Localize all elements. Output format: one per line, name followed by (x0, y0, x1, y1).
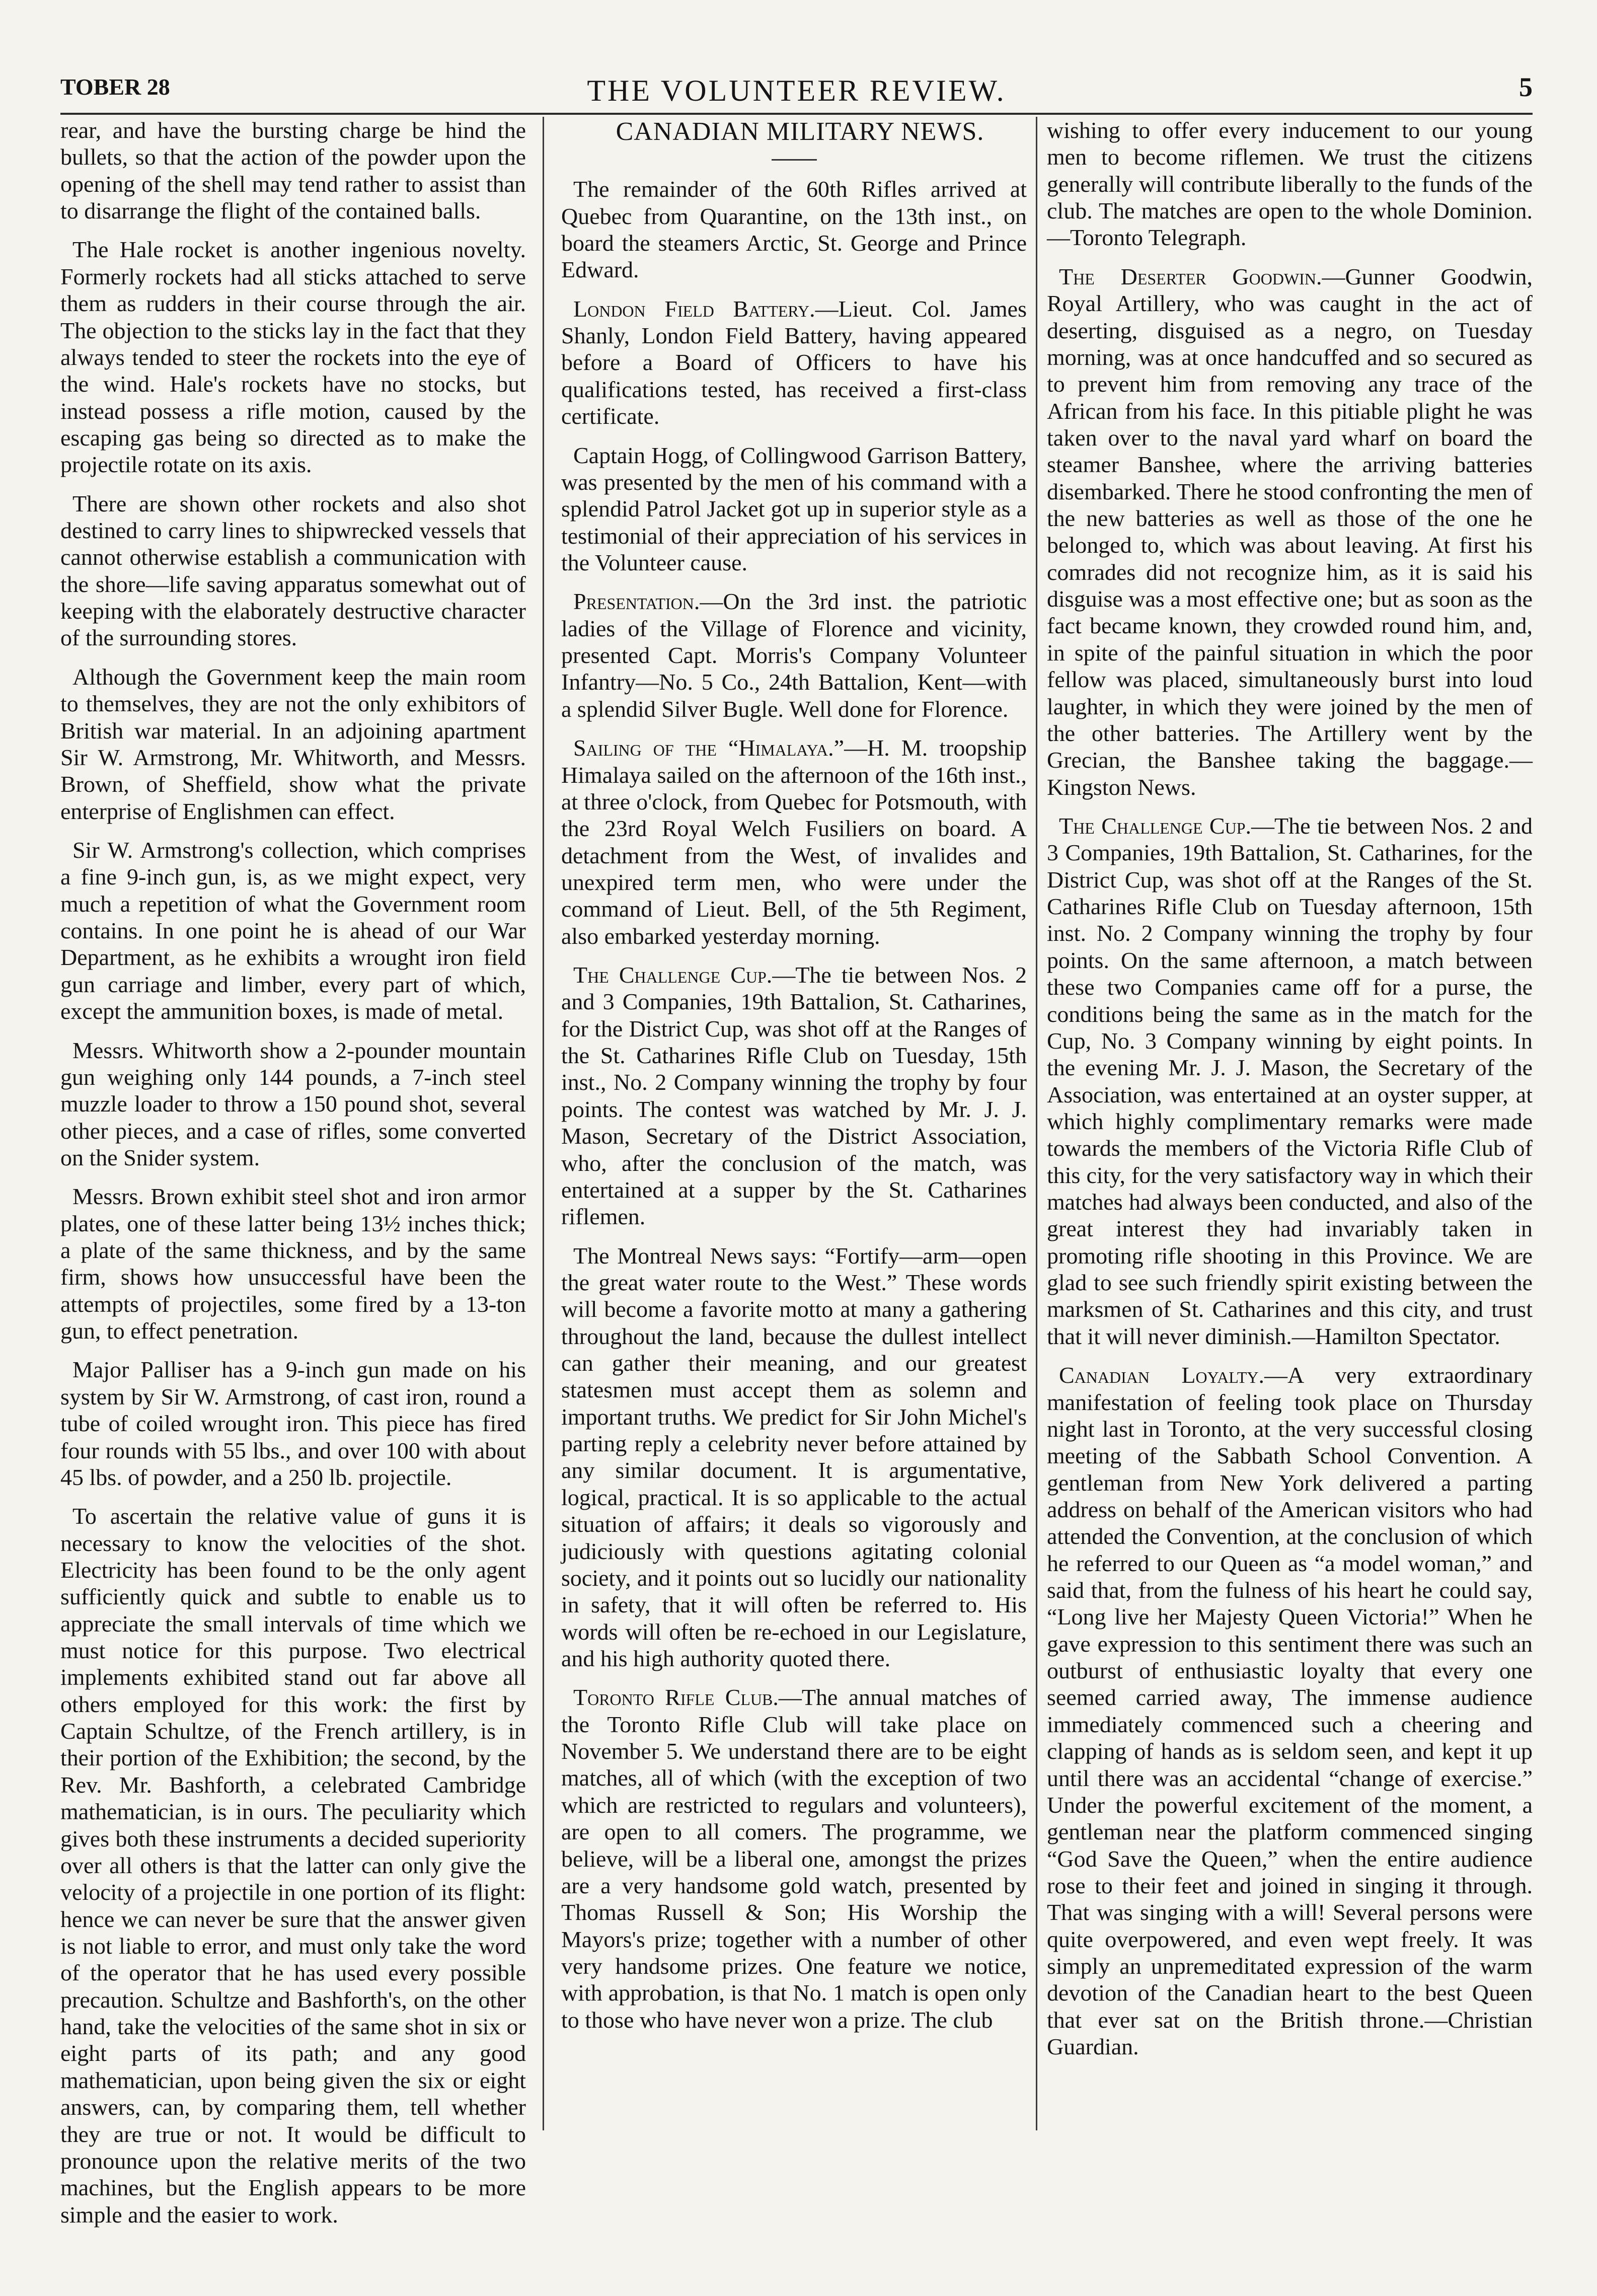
article-body: —The annual matches of the Toronto Rifle Club will take place on November 5. We understand there are to be eight matches, all of which (with the exception of two which are restricted to regulars and volunteers), are open to all comers. The programme, we believe, will be a liberal one, amongst the prizes are a very handsome gold watch, presented by Thomas Russell & Son; His Worship the Mayors's prize; together with a number of other very handsome prizes. One feature we notice, with approbation, is that No. 1 match is open only to those who have never won a prize. The club (561, 1684, 1027, 2033)
column-3 (1047, 117, 1533, 2211)
page-number: 5 (1519, 72, 1533, 102)
article (561, 961, 1027, 1230)
paragraph: Sir W. Armstrong's collection, which comprises a fine 9-inch gun, is, as we might expect, very much a repetition of what the Government room contains. In one point he is ahead of our War Department, as he exhibits a wrought iron field gun carriage and limber, every part of which, except the ammunition boxes, is made of metal. (60, 837, 526, 1024)
paragraph: Messrs. Whitworth show a 2-pounder mountain gun weighing only 144 pounds, a 7-inch steel muzzle loader to throw a 150 pound shot, several other pieces, and a case of rifles, some converted on the Snider system. (60, 1037, 526, 1170)
article-heading: Sailing of the “Himalaya.” (573, 735, 845, 761)
article (1047, 1362, 1533, 2060)
article-body: —H. M. troopship Himalaya sailed on the afternoon of the 16th inst., at three o'clock, from Quebec for Potsmouth, with the 23rd Royal Welch Fusiliers on board. A detachment from the West, of invalides and unexpired term men, who were under the command of Lieut. Bell, of the 5th Regiment, also embarked yesterday morning. (561, 735, 1027, 949)
article-heading: Toronto Rifle Club. (573, 1684, 779, 1711)
article-heading: The Challenge Cup. (1059, 812, 1252, 839)
article (561, 588, 1027, 722)
article-body: —The tie between Nos. 2 and 3 Companies, 19th Battalion, St. Catharines, for the District Cup, was shot off at the Ranges of the St. Catharines Rifle Club on Tuesday, 15th inst., No. 2 Company winning the trophy by four points. The contest was watched by Mr. J. J. Mason, Secretary of the District Association, who, after the conclusion of the match, was entertained at a supper by the St. Catharines riflemen. (561, 962, 1027, 1230)
heading-rule (772, 159, 817, 161)
paragraph: The remainder of the 60th Rifles arrived at Quebec from Quarantine, on the 13th inst., on board the steamers Arctic, St. George and Prince Edward. (561, 176, 1027, 283)
article-body: —On the 3rd inst. the patriotic ladies of the Village of Florence and vicinity, presented Capt. Morris's Company Volunteer Infantry—No. 5 Co., 24th Battalion, Kent—with a splendid Silver Bugle. Well done for Florence. (561, 588, 1027, 722)
page-header (60, 69, 1533, 115)
article-heading: Presentation. (573, 588, 700, 615)
article-heading: London Field Battery. (573, 295, 815, 322)
paragraph: There are shown other rockets and also shot destined to carry lines to shipwrecked vessels that cannot otherwise establish a communication with the shore—life saving apparatus somewhat out of keeping with the elaborately destructive character of the surrounding stores. (60, 490, 526, 651)
paragraph: To ascertain the relative value of guns it is necessary to know the velocities of the shot. Electricity has been found to be the only agent sufficiently quick and subtle to enable us to appreciate the small intervals of time which we must notice for this purpose. Two electrical implements exhibited stand out far above all others employed for this work: the first by Captain Schultze, of the French artillery, is in their portion of the Exhibition; the second, by the Rev. Mr. Bashforth, a celebrated Cambridge mathematician, is in ours. The peculiarity which gives both these instruments a decided superiority over all others is that the latter can only give the velocity of a projectile in one portion of its flight: hence we can never be sure that the answer given is not liable to error, and must only take the word of the operator that he has used every possible precaution. Schultze and Bashforth's, on the other hand, take the velocities of the same shot in six or eight parts of its path; and any good mathematician, upon being given the six or eight answers, can, by comparing them, tell whether they are true or not. It would be difficult to pronounce upon the relative merits of the two machines, but the English appears to be more simple and the easier to work. (60, 1503, 526, 2228)
paragraph: wishing to offer every inducement to our young men to become riflemen. We trust the citizens generally will contribute liberally to the funds of the club. The matches are open to the whole Dominion.—Toronto Telegraph. (1047, 117, 1533, 251)
article (561, 734, 1027, 949)
column-rule (543, 117, 544, 2130)
article-heading: Canadian Loyalty. (1059, 1362, 1265, 1388)
article (1047, 812, 1533, 1350)
column-2 (561, 117, 1027, 2211)
paragraph: Messrs. Brown exhibit steel shot and iron armor plates, one of these latter being 13½ inches thick; a plate of the same thickness, and by the same firm, shows how unsuccessful have been the attempts of projectiles, some fired by a 13-ton gun, to effect penetration. (60, 1183, 526, 1344)
paragraph: The Montreal News says: “Fortify—arm—open the great water route to the West.” These words will become a favorite motto at many a gathering throughout the land, because the dullest intellect can gather their meaning, and our greatest statesmen must accept them as solemn and important truths. We predict for Sir John Michel's parting reply a celebrity never before attained by any similar document. It is argumentative, logical, practical. It is so applicable to the actual situation of affairs; it deals so vigorously and judiciously with questions agitating colonial society, and it points out so lucidly our nationality in safety, that it will often be referred to. His words will often be re-echoed in our Legislature, and his high authority quoted there. (561, 1242, 1027, 1671)
article-body: —Gunner Goodwin, Royal Artillery, who was caught in the act of deserting, disguised as a negro, on Tuesday morning, was at once handcuffed and so secured as to prevent him from removing any trace of the African from his face. In this pitiable plight he was taken over to the naval yard wharf on board the steamer Banshee, where the arriving batteries disembarked. There he stood confronting the men of the new batteries as well as those of the one he belonged to, which was about leaving. At first his comrades did not recognize him, as it is said his disguise was a most effective one; but as soon as the fact became known, they crowded round him, and, in spite of the painful situation in which the poor fellow was placed, simultaneously burst into loud laughter, in which they were joined by the men of the other batteries. The Artillery went by the Grecian, the Banshee taking the baggage.—Kingston News. (1047, 263, 1533, 800)
paragraph: The Hale rocket is another ingenious novelty. Formerly rockets had all sticks attached to serve them as rudders in their course through the air. The objection to the sticks lay in the fact that they always tended to steer the rockets into the eye of the wind. Hale's rockets have no stocks, but instead possess a rifle motion, caused by the escaping gas being so directed as to make the projectile rotate on its axis. (60, 237, 526, 478)
issue-date: TOBER 28 (60, 74, 170, 100)
article-body: —A very extraordinary manifestation of feeling took place on Thursday night last in Toronto, at the very successful closing meeting of the Sabbath School Convention. A gentleman from New York delivered a parting address on behalf of the American visitors who had attended the Convention, at the conclusion of which he referred to our Queen as “a model woman,” and said that, from the fulness of his heart he could say, “Long live her Majesty Queen Victoria!” When he gave expression to this sentiment there was such an outburst of enthusiastic loyalty that every one seemed carried away, The immense audience immediately commenced such a cheering and clapping of hands as is seldom seen, and kept it up until there was an accidental “change of exercise.” Under the powerful excitement of the moment, a gentleman near the platform commenced singing “God Save the Queen,” when the entire audience rose to their feet and joined in singing it through. That was singing with a will! Several persons were quite overpowered, and even wept freely. It was simply an unpremeditated expression of the warm devotion of the Canadian heart to the best Queen that ever sat on the British throne.—Christian Guardian. (1047, 1362, 1533, 2060)
article-heading: The Deserter Goodwin. (1059, 263, 1322, 289)
article-body: —The tie between Nos. 2 and 3 Companies, 19th Battalion, St. Catharines, for the District Cup, was shot off at the Ranges of the St. Catharines Rifle Club on Tuesday afternoon, 15th inst. No. 2 Company winning the trophy by four points. On the same afternoon, a match between these two Companies came off for a purse, the conditions being the same as in the match for the Cup, No. 3 Company winning by eight points. In the evening Mr. J. J. Mason, the Secretary of the Association, was entertained at an oyster supper, at which highly complimentary remarks were made towards the members of the Victoria Rifle Club of this city, for the very satisfactory way in which their matches had always been conducted, and also of the great interest they had invariably taken in promoting rifle shooting in this Province. We are glad to see such friendly spirit existing between the marksmen of St. Catharines and this city, and trust that it will never diminish.—Hamilton Spectator. (1047, 812, 1533, 1349)
newspaper-title: THE VOLUNTEER REVIEW. (587, 74, 1006, 107)
article (1047, 263, 1533, 800)
article-body: —Lieut. Col. James Shanly, London Field Battery, having appeared before a Board of Officers to have his qualifications tested, has received a first-class certificate. (561, 295, 1027, 429)
column-rule (1036, 117, 1037, 2130)
paragraph: Captain Hogg, of Collingwood Garrison Battery, was presented by the men of his command with a splendid Patrol Jacket got up in superior style as a testimonial of their appreciation of his services in the Volunteer cause. (561, 442, 1027, 575)
article (561, 295, 1027, 430)
paragraph: Although the Government keep the main room to themselves, they are not the only exhibitors of British war material. In an adjoining apartment Sir W. Armstrong, Mr. Whitworth, and Messrs. Brown, of Sheffield, show what the private enterprise of Englishmen can effect. (60, 663, 526, 824)
column-1 (60, 117, 526, 2228)
article (561, 1684, 1027, 2033)
article-heading: The Challenge Cup. (573, 962, 773, 988)
section-heading: CANADIAN MILITARY NEWS. (616, 117, 984, 146)
paragraph: rear, and have the bursting charge be hind the bullets, so that the action of the powder upon the opening of the shell may tend rather to assist than to disarrange the flight of the contained balls. (60, 117, 526, 224)
paragraph: Major Palliser has a 9-inch gun made on his system by Sir W. Armstrong, of cast iron, round a tube of coiled wrought iron. This piece has fired four rounds with 55 lbs., and over 100 with about 45 lbs. of powder, and a 250 lb. projectile. (60, 1357, 526, 1490)
